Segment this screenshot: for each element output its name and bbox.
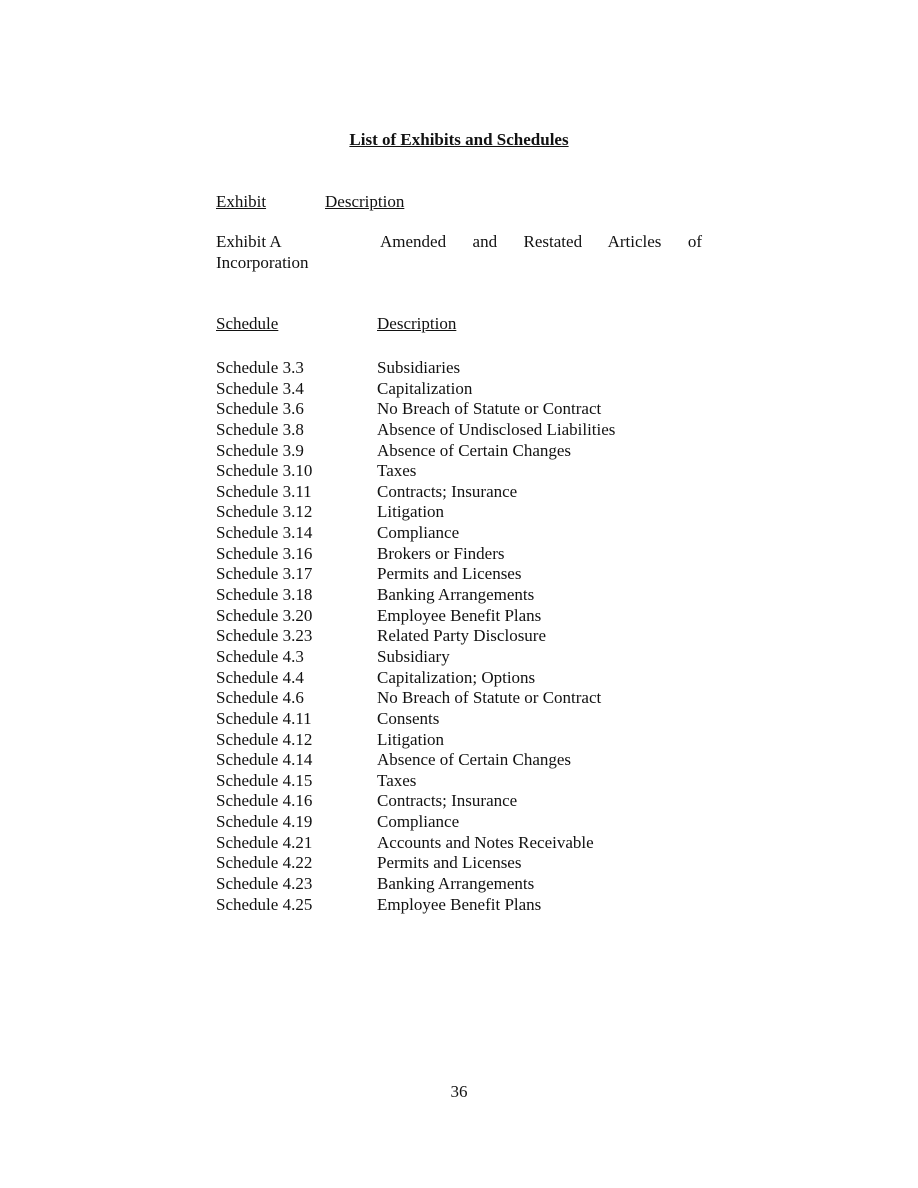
schedule-id: Schedule 4.16	[216, 791, 313, 811]
schedule-id: Schedule 4.11	[216, 708, 312, 728]
schedule-id: Schedule 3.18	[216, 585, 313, 605]
exhibits-col-header-exhibit: Exhibit	[216, 192, 267, 211]
schedule-id: Schedule 4.4	[216, 667, 304, 687]
schedule-row	[216, 461, 716, 482]
schedule-id: Schedule 3.12	[216, 502, 313, 522]
schedule-description: Absence of Undisclosed Liabilities	[377, 419, 616, 439]
page-number: 36	[450, 1082, 468, 1101]
schedule-description: Subsidiary	[377, 646, 450, 666]
schedule-row	[216, 441, 716, 462]
schedule-description: Brokers or Finders	[377, 543, 505, 563]
schedule-id: Schedule 4.22	[216, 853, 313, 873]
schedule-row	[216, 544, 716, 565]
schedule-row	[216, 399, 716, 420]
schedule-id: Schedule 3.17	[216, 564, 313, 584]
schedule-description: Capitalization; Options	[377, 667, 536, 687]
schedule-id: Schedule 3.4	[216, 378, 304, 398]
schedule-id: Schedule 3.8	[216, 419, 304, 439]
schedule-description: No Breach of Statute or Contract	[377, 688, 602, 708]
schedule-id: Schedule 3.3	[216, 358, 304, 377]
schedule-id: Schedule 3.14	[216, 523, 313, 543]
schedule-description: Banking Arrangements	[377, 585, 535, 605]
schedule-id: Schedule 4.14	[216, 750, 313, 770]
exhibits-header-row	[216, 192, 404, 213]
schedule-row	[216, 668, 716, 689]
schedule-description: Contracts; Insurance	[377, 481, 518, 501]
schedule-row	[216, 564, 716, 585]
schedule-description: Related Party Disclosure	[377, 626, 547, 646]
schedule-description: Taxes	[377, 461, 417, 481]
schedule-description: Taxes	[377, 770, 417, 790]
schedule-id: Schedule 4.6	[216, 688, 304, 708]
schedule-row	[216, 833, 716, 854]
page-title: List of Exhibits and Schedules	[349, 130, 569, 149]
schedule-row	[216, 895, 716, 916]
schedule-row	[216, 626, 716, 647]
schedule-row	[216, 853, 716, 874]
schedule-row	[216, 585, 716, 606]
schedule-id: Schedule 3.20	[216, 605, 313, 625]
exhibits-col-header-description: Description	[325, 192, 405, 211]
exhibit-row	[216, 232, 702, 273]
schedule-description: Permits and Licenses	[377, 564, 522, 584]
schedule-id: Schedule 4.23	[216, 874, 313, 894]
schedule-id: Schedule 3.23	[216, 626, 313, 646]
schedules-col-header-description: Description	[377, 314, 457, 333]
schedule-row	[216, 358, 716, 379]
schedule-description: Banking Arrangements	[377, 874, 535, 894]
schedule-row	[216, 482, 716, 503]
schedule-id: Schedule 4.3	[216, 646, 304, 666]
schedule-row	[216, 688, 716, 709]
schedule-description: Compliance	[377, 523, 460, 543]
schedule-row	[216, 730, 716, 751]
schedule-description: Capitalization	[377, 378, 473, 398]
schedule-id: Schedule 3.6	[216, 399, 304, 419]
schedule-row	[216, 647, 716, 668]
schedule-description: Absence of Certain Changes	[377, 750, 572, 770]
schedule-description: Employee Benefit Plans	[377, 894, 542, 914]
schedules-table	[216, 358, 716, 915]
schedule-row	[216, 379, 716, 400]
schedule-id: Schedule 3.10	[216, 461, 313, 481]
schedule-description: Compliance	[377, 812, 460, 832]
schedule-description: Litigation	[377, 502, 445, 522]
schedule-row	[216, 771, 716, 792]
schedule-description: Absence of Certain Changes	[377, 440, 572, 460]
schedule-id: Schedule 4.21	[216, 832, 313, 852]
exhibit-id: Exhibit A	[216, 232, 282, 251]
schedule-id: Schedule 4.25	[216, 894, 313, 914]
schedule-row	[216, 523, 716, 544]
schedule-description: Permits and Licenses	[377, 853, 522, 873]
schedule-row	[216, 874, 716, 895]
schedule-id: Schedule 4.19	[216, 812, 313, 832]
schedule-row	[216, 709, 716, 730]
schedule-id: Schedule 3.16	[216, 543, 313, 563]
schedule-id: Schedule 3.9	[216, 440, 304, 460]
schedule-row	[216, 502, 716, 523]
schedule-row	[216, 420, 716, 441]
schedule-description: Litigation	[377, 729, 445, 749]
schedule-id: Schedule 4.15	[216, 770, 313, 790]
schedule-row	[216, 606, 716, 627]
schedule-description: Employee Benefit Plans	[377, 605, 542, 625]
schedule-row	[216, 791, 716, 812]
schedule-row	[216, 812, 716, 833]
schedule-description: Consents	[377, 708, 440, 728]
schedule-description: No Breach of Statute or Contract	[377, 399, 602, 419]
schedule-id: Schedule 3.11	[216, 481, 312, 501]
schedule-row	[216, 750, 716, 771]
schedules-col-header-schedule: Schedule	[216, 314, 279, 333]
schedule-description: Subsidiaries	[377, 358, 461, 377]
schedule-id: Schedule 4.12	[216, 729, 313, 749]
schedules-header-row	[216, 314, 456, 335]
schedule-description: Contracts; Insurance	[377, 791, 518, 811]
exhibit-description: Amended and Restated Articles of Incorporation	[216, 232, 702, 272]
schedule-description: Accounts and Notes Receivable	[377, 832, 594, 852]
